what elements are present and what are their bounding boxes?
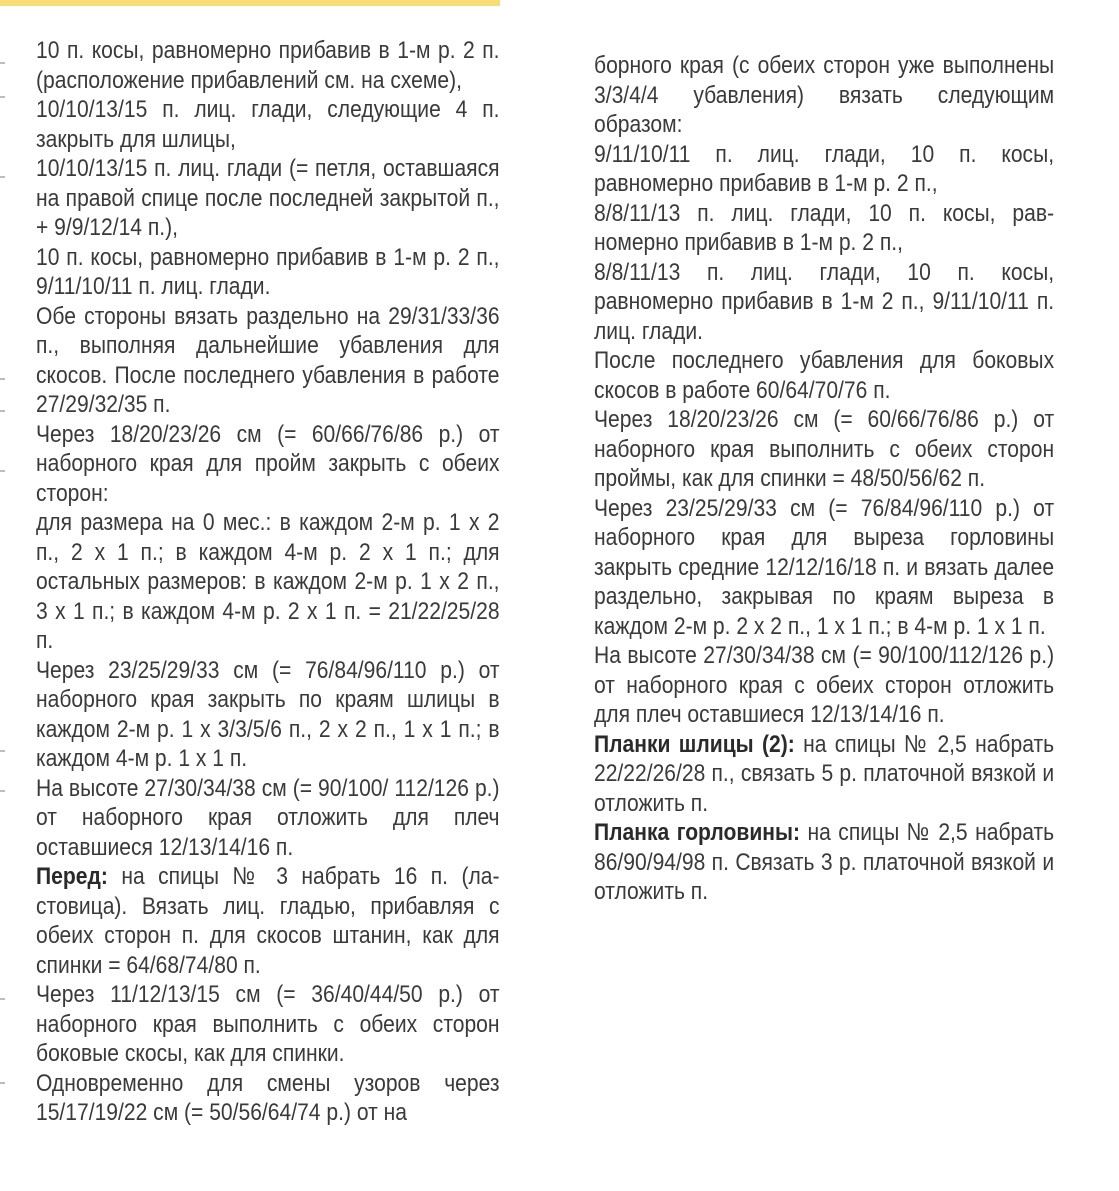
- margin-marks: [0, 0, 10, 1191]
- paragraph: Через 18/20/23/26 см (= 60/66/76/86 р.) от наборного края для пройм закрыть с обеих сторон:: [36, 420, 500, 507]
- slit-heading: Планки шлицы (2):: [594, 730, 795, 758]
- paragraph: борного края (с обеих сторон уже выполнены 3/3/4/4 убавления) вязать следующим образом:: [594, 52, 1055, 138]
- paragraph: Через 18/20/23/26 см (= 60/66/76/86 р.) от наборного края выполнить с обеих сторон проймы, как для спинки = 48/50/56/62 п.: [594, 406, 1055, 492]
- paragraph: На высоте 27/30/34/38 см (= 90/100/ 112/126 р.) от наборного края отложить для плеч оставшиеся 12/13/14/16 п.: [36, 774, 500, 861]
- right-column: [594, 51, 1054, 907]
- paragraph: Через 11/12/13/15 см (= 36/40/44/50 р.) от наборного края выполнить с обеих сторон боковые скосы, как для спинки.: [36, 981, 500, 1067]
- front-text: на спицы № 3 набрать 16 п. (ластовица). Вязать лиц. гладью, прибавляя с обеих сторон п. для скосов штанин, как для спинки = 64/68/74/80 п.: [36, 863, 500, 979]
- paragraph: Через 23/25/29/33 см (= 76/84/96/110 р.) от наборного края для выреза горловины закрыть средние 12/12/16/18 п. и вязать далее раздельно, закрывая по краям выреза в каждом 2-м р. 2 х 2 п., 1 х 1 п.; в 4-м р. 1 х 1 п.: [594, 494, 1055, 640]
- neck-heading: Планка горловины:: [594, 819, 801, 846]
- neck-text: на спицы № 2,5 набрать 86/90/94/98 п. Связать 3 р. платочной вязкой и отложить п.: [594, 819, 1055, 905]
- paragraph: Одновременно для смены узоров через 15/17/19/22 см (= 50/56/64/74 р.) от на: [36, 1069, 500, 1126]
- paragraph: На высоте 27/30/34/38 см (= 90/100/112/126 р.) от наборного края с обеих сторон отложить для плеч оставшиеся 12/13/14/16 п.: [594, 642, 1055, 728]
- front-paragraph: [36, 862, 500, 980]
- paragraph: 10/10/13/15 п. лиц. глади, следующие 4 п. закрыть для шлицы,: [36, 96, 500, 153]
- top-accent-bar: [0, 0, 500, 6]
- neck-paragraph: [594, 818, 1054, 907]
- slit-paragraph: [594, 730, 1054, 819]
- paragraph: 8/8/11/13 п. лиц. глади, 10 п. косы, равномерно прибавив в 1-м р. 2 п.,: [594, 199, 1055, 256]
- paragraph: Через 23/25/29/33 см (= 76/84/96/110 р.) от наборного края закрыть по краям шлицы в каждом 2-м р. 1 х 3/3/5/6 п., 2 х 2 п., 1 х 1 п.; в каждом 4-м р. 1 х 1 п.: [36, 656, 500, 772]
- paragraph: 8/8/11/13 п. лиц. глади, 10 п. косы, равномерно прибавив в 1-м 2 п., 9/11/10/11 п. лиц. глади.: [594, 258, 1055, 345]
- left-column: [36, 36, 500, 1128]
- paragraph: 10/10/13/15 п. лиц. глади (= петля, оставшаяся на правой спице после последней закрытой п., + 9/9/12/14 п.),: [36, 155, 500, 241]
- paragraph: для размера на 0 мес.: в каждом 2-м р. 1 х 2 п., 2 х 1 п.; в каждом 4-м р. 2 х 1 п.; для остальных размеров: в каждом 2-м р. 1 х 2 п., 3 х 1 п.; в каждом 4-м р. 2 х 1 п. = 21/22/25/28 п.: [36, 509, 500, 654]
- paragraph: 9/11/10/11 п. лиц. глади, 10 п. косы, равномерно прибавив в 1-м р. 2 п.,: [594, 140, 1055, 197]
- front-heading: Перед:: [36, 863, 108, 890]
- slit-text: на спицы № 2,5 набрать 22/22/26/28 п., связать 5 р. платочной вязкой и отложить п.: [594, 730, 1055, 817]
- paragraph: Обе стороны вязать раздельно на 29/31/33/36 п., выполняя дальнейшие убавления для скосов. После последнего убавления в работе 27/29/32/35 п.: [36, 302, 500, 418]
- paragraph: 10 п. косы, равномерно прибавив в 1-м р. 2 п. (расположение прибавлений см. на схеме),: [36, 37, 500, 94]
- paragraph: После последнего убавления для боковых скосов в работе 60/64/70/76 п.: [594, 347, 1055, 404]
- paragraph: 10 п. косы, равномерно прибавив в 1-м р. 2 п., 9/11/10/11 п. лиц. глади.: [36, 243, 500, 300]
